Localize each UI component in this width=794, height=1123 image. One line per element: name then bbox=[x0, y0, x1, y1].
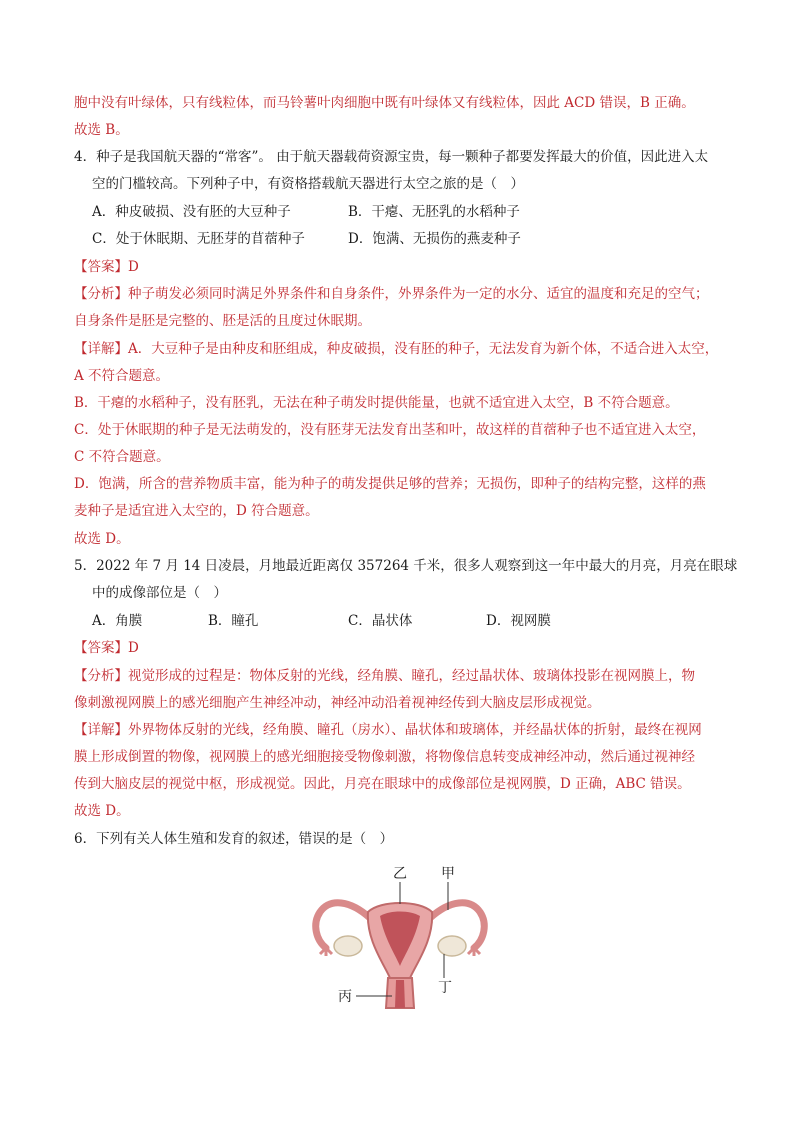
q4-option-c: C．处于休眠期、无胚芽的苜蓿种子 bbox=[92, 231, 305, 247]
prev-answer-line-2: 故选 B。 bbox=[74, 122, 129, 138]
q5-detail-line-3: 传到大脑皮层的视觉中枢，形成视觉。因此，月亮在眼球中的成像部位是视网膜，D 正确，ABC 错误。 bbox=[74, 776, 691, 792]
q4-answer bbox=[74, 257, 139, 277]
q5-detail-line-1 bbox=[74, 720, 702, 740]
label-bing: 丙 bbox=[338, 989, 352, 1005]
vaginal-canal bbox=[395, 980, 405, 1008]
q5-stem-line-2: 中的成像部位是（ ） bbox=[92, 585, 227, 601]
q4-analysis-line-2: 自身条件是胚是完整的、胚是活的且度过休眠期。 bbox=[74, 313, 371, 329]
q6-stem: 6．下列有关人体生殖和发育的叙述，错误的是（ ） bbox=[74, 831, 394, 847]
q4-detail-line-2: A 不符合题意。 bbox=[74, 368, 170, 384]
q4-detail-line-1 bbox=[74, 339, 718, 359]
q4-detail-line-6: D．饱满，所含的营养物质丰富，能为种子的萌发提供足够的营养；无损伤，即种子的结构完整，这样的燕 bbox=[74, 476, 706, 492]
q4-answer-tag: 【答案】 bbox=[74, 259, 128, 275]
q4-detail-tag: 【详解】 bbox=[74, 341, 128, 357]
q4-detail-line-5: C 不符合题意。 bbox=[74, 449, 170, 465]
q5-answer bbox=[74, 638, 139, 658]
q5-stem-line-1: 5．2022 年 7 月 14 日凌晨，月地最近距离仅 357264 千米，很多人观察到这一年中最大的月亮，月亮在眼球 bbox=[74, 558, 738, 574]
q4-detail-line-4: C．处于休眠期的种子是无法萌发的，没有胚芽无法发育出茎和叶，故这样的苜蓿种子也不适宜进入太空， bbox=[74, 422, 706, 438]
left-fimbriae bbox=[320, 948, 332, 956]
q5-option-c: C．晶状体 bbox=[348, 613, 413, 629]
right-ovary bbox=[438, 936, 466, 956]
q4-analysis-tag: 【分析】 bbox=[74, 286, 128, 302]
q4-analysis-text-1: 种子萌发必须同时满足外界条件和自身条件，外界条件为一定的水分、适宜的温度和充足的空气； bbox=[128, 286, 709, 302]
q4-detail-line-8: 故选 D。 bbox=[74, 531, 130, 547]
q4-detail-line-3: B．干瘪的水稻种子，没有胚乳，无法在种子萌发时提供能量，也就不适宜进入太空，B 不符合题意。 bbox=[74, 395, 679, 411]
prev-answer-line-1: 胞中没有叶绿体，只有线粒体，而马铃薯叶肉细胞中既有叶绿体又有线粒体，因此 ACD 错误，B 正确。 bbox=[74, 95, 695, 111]
q4-option-d: D．饱满、无损伤的燕麦种子 bbox=[348, 231, 521, 247]
q5-analysis-line-1 bbox=[74, 666, 695, 686]
q5-answer-value: D bbox=[128, 640, 139, 656]
right-fimbriae bbox=[468, 948, 480, 956]
q5-analysis-text-1: 视觉形成的过程是：物体反射的光线，经角膜、瞳孔，经过晶状体、玻璃体投影在视网膜上，物 bbox=[128, 668, 695, 684]
female-reproductive-system-diagram bbox=[300, 860, 500, 1010]
left-ovary bbox=[334, 936, 362, 956]
q4-detail-line-7: 麦种子是适宜进入太空的，D 符合题意。 bbox=[74, 503, 319, 519]
q5-answer-tag: 【答案】 bbox=[74, 640, 128, 656]
q4-answer-value: D bbox=[128, 259, 139, 275]
q5-analysis-tag: 【分析】 bbox=[74, 668, 128, 684]
q4-option-b: B．干瘪、无胚乳的水稻种子 bbox=[348, 204, 520, 220]
q5-detail-line-4: 故选 D。 bbox=[74, 803, 130, 819]
q4-analysis-line-1 bbox=[74, 284, 709, 304]
q4-stem-line-2: 空的门槛较高。下列种子中，有资格搭载航天器进行太空之旅的是（ ） bbox=[92, 176, 524, 192]
q5-option-b: B．瞳孔 bbox=[208, 613, 259, 629]
q5-detail-line-2: 膜上形成倒置的物像，视网膜上的感光细胞接受物像刺激，将物像信息转变成神经冲动，然后通过视神经 bbox=[74, 749, 695, 765]
q5-analysis-line-2: 像刺激视网膜上的感光细胞产生神经冲动，神经冲动沿着视神经传到大脑皮层形成视觉。 bbox=[74, 695, 601, 711]
q4-stem-line-1: 4．种子是我国航天器的“常客”。 由于航天器载荷资源宝贵，每一颗种子都要发挥最大的价值，因此进入太 bbox=[74, 149, 709, 165]
label-yi: 乙 bbox=[393, 866, 407, 882]
q5-option-a: A．角膜 bbox=[92, 613, 143, 629]
q5-detail-tag: 【详解】 bbox=[74, 722, 128, 738]
q5-option-d: D．视网膜 bbox=[486, 613, 551, 629]
label-ding: 丁 bbox=[438, 980, 452, 996]
q5-detail-text-1: 外界物体反射的光线，经角膜、瞳孔（房水）、晶状体和玻璃体，并经晶状体的折射，最终在视网 bbox=[128, 722, 702, 738]
q4-option-a: A．种皮破损、没有胚的大豆种子 bbox=[92, 204, 291, 220]
label-jia: 甲 bbox=[441, 866, 455, 882]
q4-detail-text-1: A．大豆种子是由种皮和胚组成，种皮破损，没有胚的种子，无法发育为新个体，不适合进入太空， bbox=[128, 341, 719, 357]
